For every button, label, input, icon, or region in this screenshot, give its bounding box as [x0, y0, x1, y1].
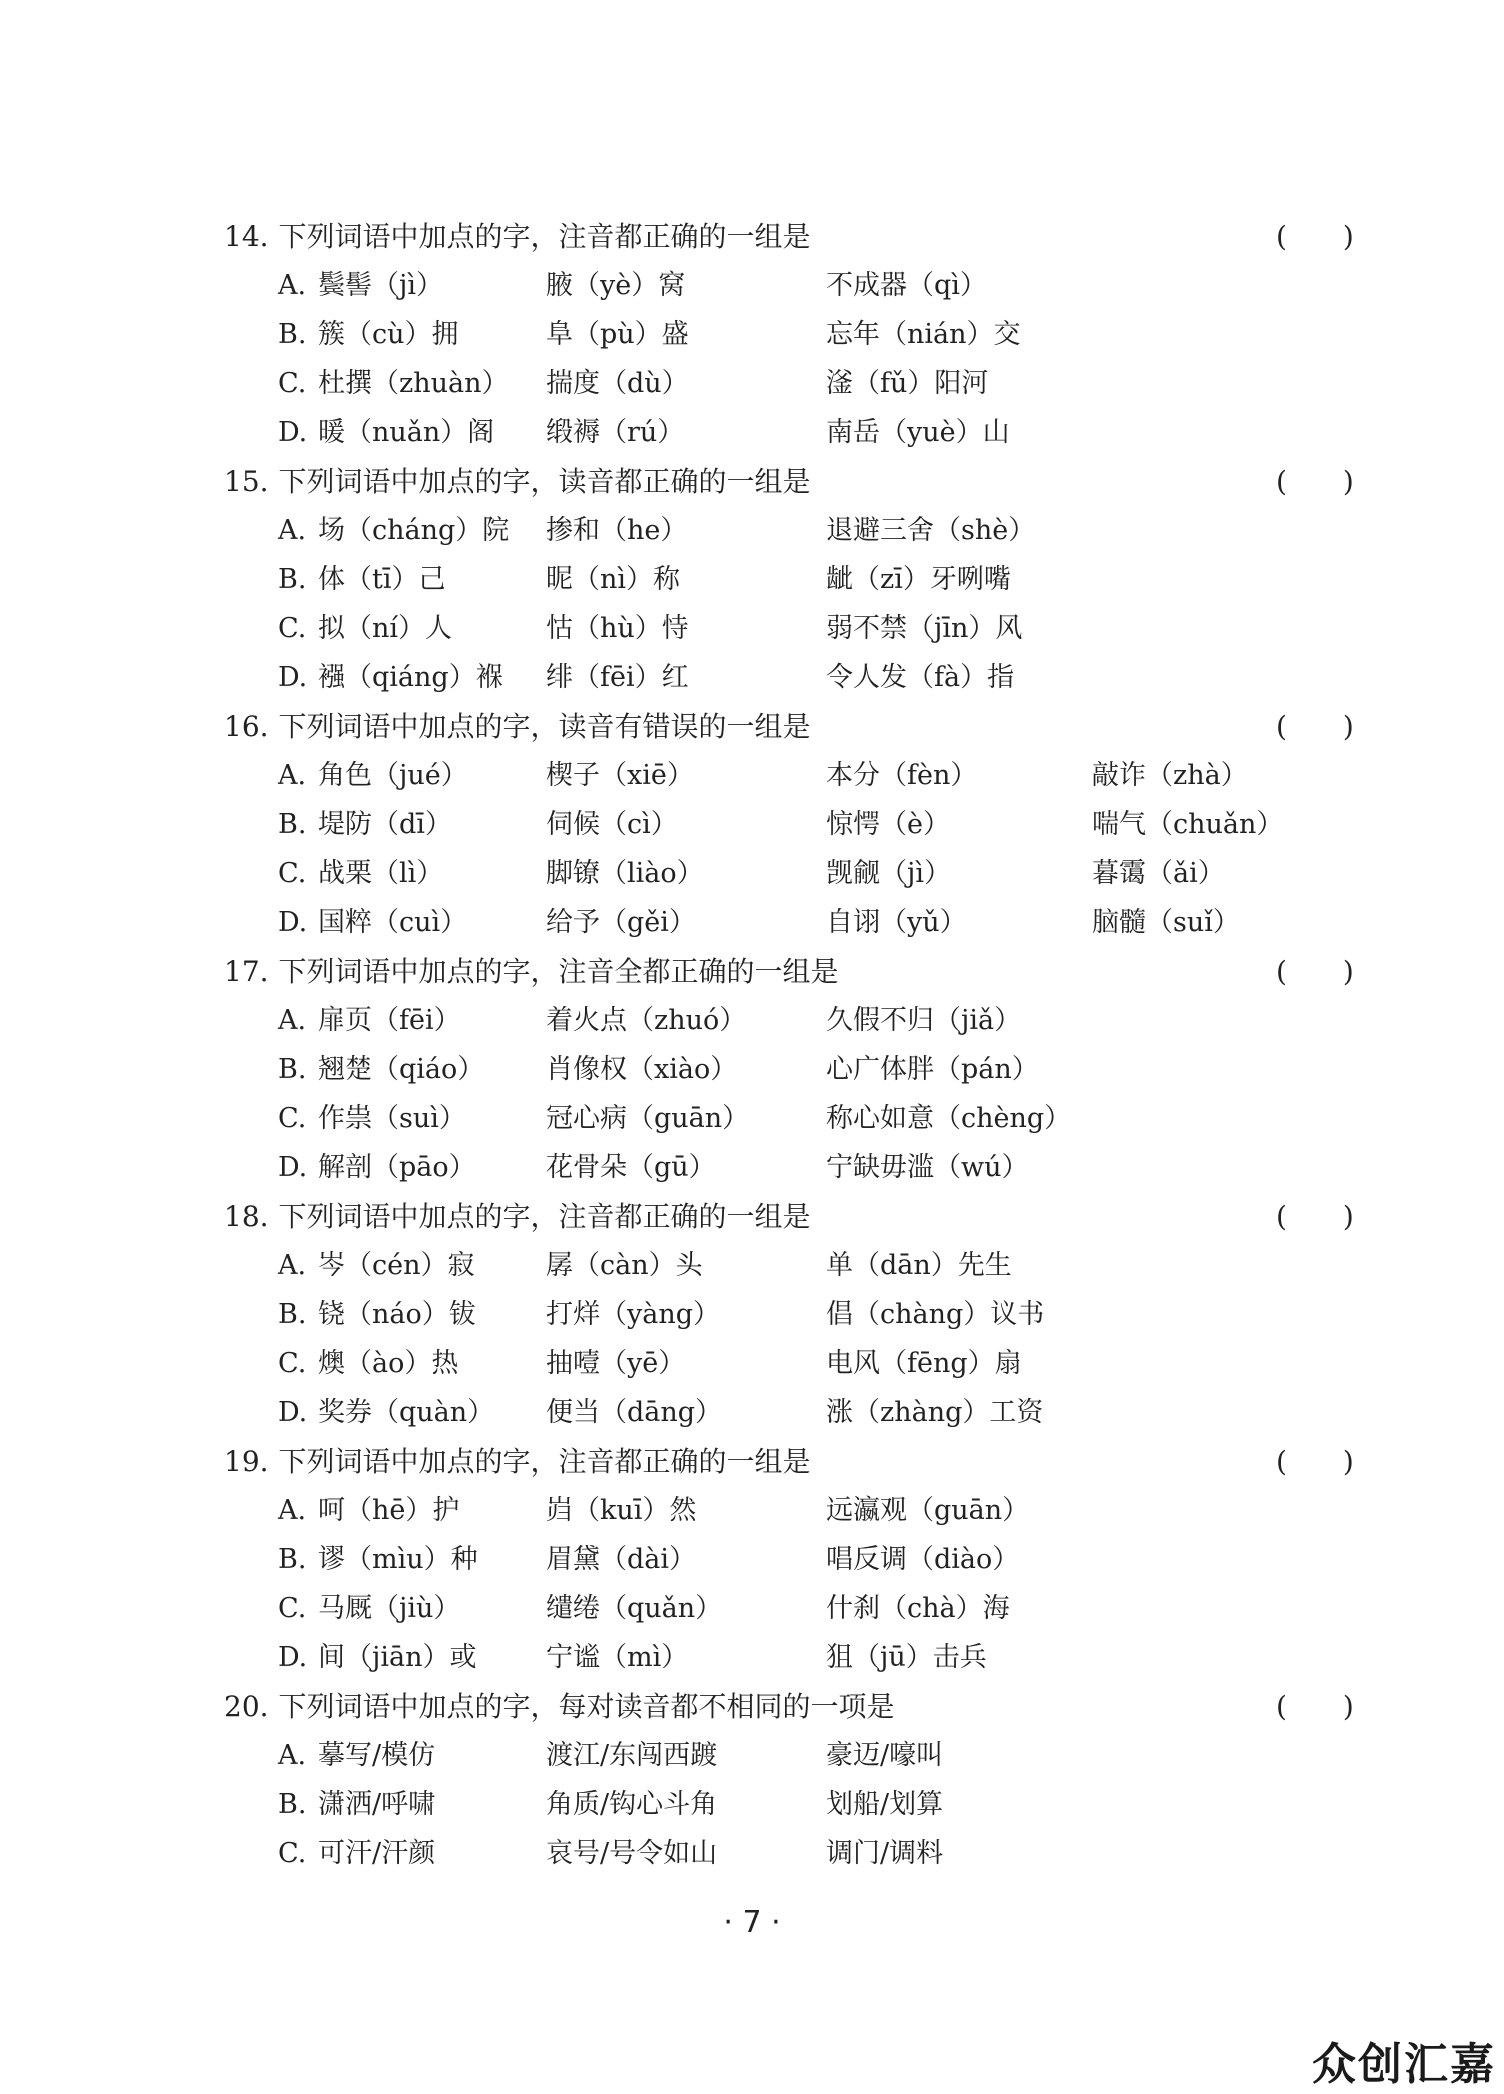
option-word: 弱不禁（jīn）风 [826, 613, 1023, 644]
question-number: 18. [224, 1200, 269, 1233]
option-word: 体（tī）己 [318, 564, 446, 595]
option-word: 龇（zī）牙咧嘴 [826, 564, 1011, 595]
option-word: 绯（fēi）红 [546, 662, 689, 693]
option-row [224, 359, 1374, 408]
option-word: 潇洒/呼啸 [318, 1789, 436, 1820]
option-word: 哀号/号令如山 [546, 1838, 718, 1869]
option-word: 马厩（jiù） [318, 1593, 461, 1624]
option-word: 缱绻（quǎn） [546, 1593, 723, 1624]
question-14 [224, 212, 1374, 457]
option-row [224, 1388, 1374, 1437]
option-word: 眉黛（dài） [546, 1544, 697, 1575]
option-word: 扉页（fēi） [318, 1005, 461, 1036]
option-row [224, 653, 1374, 702]
option-row [224, 604, 1374, 653]
question-stem [224, 947, 1374, 996]
option-word: 角色（jué） [318, 760, 468, 791]
option-word: 阜（pù）盛 [546, 319, 689, 350]
option-word: 自诩（yǔ） [826, 907, 967, 938]
option-row [224, 1290, 1374, 1339]
option-row [224, 800, 1374, 849]
question-number: 14. [224, 220, 269, 253]
question-number: 19. [224, 1445, 269, 1478]
option-label: B. [278, 809, 307, 840]
option-word: 掺和（he） [546, 515, 688, 546]
option-word: 怙（hù）恃 [546, 613, 689, 644]
option-row [224, 1633, 1374, 1682]
question-text: 下列词语中加点的字，读音有错误的一组是 [278, 710, 811, 743]
option-label: C. [278, 1348, 307, 1379]
question-number: 17. [224, 955, 269, 988]
option-label: A. [278, 1740, 307, 1771]
option-row [224, 310, 1374, 359]
option-word: 敲诈（zhà） [1092, 760, 1248, 791]
watermark-logo: 众创汇嘉 [1312, 2039, 1496, 2090]
option-word: 觊觎（jì） [826, 858, 952, 889]
option-label: D. [278, 1152, 308, 1183]
option-word: 本分（fèn） [826, 760, 978, 791]
answer-blank[interactable]: ( ) [1276, 1200, 1354, 1233]
option-row [224, 751, 1374, 800]
option-row [224, 506, 1374, 555]
option-word: 腋（yè）窝 [546, 270, 686, 301]
option-label: C. [278, 1838, 307, 1869]
question-stem [224, 702, 1374, 751]
option-label: C. [278, 858, 307, 889]
option-label: A. [278, 270, 307, 301]
option-word: 南岳（yuè）山 [826, 417, 1010, 448]
question-text: 下列词语中加点的字，读音都正确的一组是 [278, 465, 811, 498]
answer-blank[interactable]: ( ) [1276, 710, 1354, 743]
question-number: 16. [224, 710, 269, 743]
option-word: 宁谧（mì） [546, 1642, 689, 1673]
question-text: 下列词语中加点的字，每对读音都不相同的一项是 [278, 1690, 895, 1723]
option-word: 暮霭（ǎi） [1092, 858, 1225, 889]
option-word: 退避三舍（shè） [826, 515, 1036, 546]
option-word: 单（dān）先生 [826, 1250, 1012, 1281]
option-label: C. [278, 368, 307, 399]
option-label: A. [278, 1495, 307, 1526]
option-word: 揣度（dù） [546, 368, 689, 399]
option-label: D. [278, 907, 308, 938]
option-word: 划船/划算 [826, 1789, 944, 1820]
option-word: 燠（ào）热 [318, 1348, 459, 1379]
option-word: 打烊（yàng） [546, 1299, 721, 1330]
question-text: 下列词语中加点的字，注音全都正确的一组是 [278, 955, 839, 988]
question-stem [224, 1192, 1374, 1241]
option-row [224, 261, 1374, 310]
option-word: 称心如意（chèng） [826, 1103, 1072, 1134]
option-word: 着火点（zhuó） [546, 1005, 747, 1036]
option-row [224, 1241, 1374, 1290]
option-word: 渡江/东闯西踱 [546, 1740, 718, 1771]
option-row [224, 849, 1374, 898]
option-word: 杜撰（zhuàn） [318, 368, 509, 399]
option-word: 宁缺毋滥（wú） [826, 1152, 1029, 1183]
question-number: 20. [224, 1690, 269, 1723]
option-word: 襁（qiáng）褓 [318, 662, 503, 693]
option-word: 作祟（suì） [318, 1103, 466, 1134]
option-row [224, 1486, 1374, 1535]
option-row [224, 1780, 1374, 1829]
option-row [224, 898, 1374, 947]
option-word: 伺候（cì） [546, 809, 678, 840]
option-word: 楔子（xiē） [546, 760, 694, 791]
question-20 [224, 1682, 1374, 1878]
option-word: 堤防（dī） [318, 809, 452, 840]
option-row [224, 1143, 1374, 1192]
option-row [224, 1339, 1374, 1388]
option-word: 拟（ní）人 [318, 613, 453, 644]
question-19 [224, 1437, 1374, 1682]
option-label: C. [278, 613, 307, 644]
option-word: 角质/钩心斗角 [546, 1789, 718, 1820]
question-text: 下列词语中加点的字，注音都正确的一组是 [278, 220, 811, 253]
option-word: 缎褥（rú） [546, 417, 685, 448]
question-16 [224, 702, 1374, 947]
question-text: 下列词语中加点的字，注音都正确的一组是 [278, 1200, 811, 1233]
option-word: 豪迈/嚎叫 [826, 1740, 944, 1771]
option-word: 战栗（lì） [318, 858, 444, 889]
option-word: 岑（cén）寂 [318, 1250, 475, 1281]
option-word: 暖（nuǎn）阁 [318, 417, 495, 448]
answer-blank[interactable]: ( ) [1276, 1445, 1354, 1478]
option-label: B. [278, 1054, 307, 1085]
question-18 [224, 1192, 1374, 1437]
option-word: 可汗/汗颜 [318, 1838, 436, 1869]
option-word: 翘楚（qiáo） [318, 1054, 485, 1085]
option-word: 孱（càn）头 [546, 1250, 703, 1281]
option-word: 远瀛观（guān） [826, 1495, 1030, 1526]
option-label: B. [278, 319, 307, 350]
option-row [224, 1731, 1374, 1780]
option-word: 脑髓（suǐ） [1092, 907, 1240, 938]
option-word: 喘气（chuǎn） [1092, 809, 1284, 840]
question-stem [224, 1437, 1374, 1486]
option-row [224, 1584, 1374, 1633]
page-number: · 7 · [723, 1905, 781, 1940]
option-label: A. [278, 1250, 307, 1281]
question-stem [224, 212, 1374, 261]
option-label: B. [278, 1544, 307, 1575]
option-label: C. [278, 1593, 307, 1624]
answer-blank[interactable]: ( ) [1276, 465, 1354, 498]
option-word: 冠心病（guān） [546, 1103, 750, 1134]
option-word: 给予（gěi） [546, 907, 696, 938]
option-label: D. [278, 417, 308, 448]
option-word: 花骨朵（gū） [546, 1152, 716, 1183]
option-label: A. [278, 515, 307, 546]
option-word: 令人发（fà）指 [826, 662, 1015, 693]
option-word: 抽噎（yē） [546, 1348, 686, 1379]
option-row [224, 1535, 1374, 1584]
option-word: 奖券（quàn） [318, 1397, 495, 1428]
option-row [224, 1045, 1374, 1094]
option-word: 惊愕（è） [826, 809, 950, 840]
answer-blank[interactable]: ( ) [1276, 1690, 1354, 1723]
option-word: 涨（zhàng）工资 [826, 1397, 1044, 1428]
option-word: 场（cháng）院 [318, 515, 510, 546]
question-17 [224, 947, 1374, 1192]
option-row [224, 408, 1374, 457]
option-label: A. [278, 1005, 307, 1036]
option-word: 忘年（nián）交 [826, 319, 1021, 350]
option-label: B. [278, 1789, 307, 1820]
option-word: 呵（hē）护 [318, 1495, 460, 1526]
option-word: 簇（cù）拥 [318, 319, 459, 350]
option-row [224, 996, 1374, 1045]
option-word: 解剖（pāo） [318, 1152, 476, 1183]
question-number: 15. [224, 465, 269, 498]
option-word: 脚镣（liào） [546, 858, 704, 889]
option-word: 唱反调（diào） [826, 1544, 1020, 1575]
answer-blank[interactable]: ( ) [1276, 955, 1354, 988]
option-word: 谬（mìu）种 [318, 1544, 478, 1575]
answer-blank[interactable]: ( ) [1276, 220, 1354, 253]
option-label: D. [278, 1642, 308, 1673]
option-word: 肖像权（xiào） [546, 1054, 738, 1085]
option-word: 调门/调料 [826, 1838, 944, 1869]
option-row [224, 555, 1374, 604]
option-row [224, 1829, 1374, 1878]
option-word: 铙（náo）钹 [318, 1299, 476, 1330]
option-word: 便当（dāng） [546, 1397, 723, 1428]
option-label: B. [278, 1299, 307, 1330]
option-word: 昵（nì）称 [546, 564, 681, 595]
question-15 [224, 457, 1374, 702]
option-word: 狙（jū）击兵 [826, 1642, 987, 1673]
option-word: 鬓髻（jì） [318, 270, 444, 301]
option-word: 国粹（cuì） [318, 907, 468, 938]
option-word: 滏（fǔ）阳河 [826, 368, 989, 399]
option-row [224, 1094, 1374, 1143]
option-word: 倡（chàng）议书 [826, 1299, 1045, 1330]
question-stem [224, 1682, 1374, 1731]
option-label: D. [278, 662, 308, 693]
question-stem [224, 457, 1374, 506]
option-word: 不成器（qì） [826, 270, 987, 301]
option-word: 久假不归（jiǎ） [826, 1005, 1022, 1036]
option-label: D. [278, 1397, 308, 1428]
option-label: C. [278, 1103, 307, 1134]
option-word: 摹写/模仿 [318, 1740, 436, 1771]
option-word: 岿（kuī）然 [546, 1495, 697, 1526]
option-word: 间（jiān）或 [318, 1642, 477, 1673]
option-word: 什刹（chà）海 [826, 1593, 1010, 1624]
option-label: A. [278, 760, 307, 791]
question-text: 下列词语中加点的字，注音都正确的一组是 [278, 1445, 811, 1478]
option-word: 心广体胖（pán） [826, 1054, 1039, 1085]
option-word: 电风（fēng）扇 [826, 1348, 1022, 1379]
option-label: B. [278, 564, 307, 595]
